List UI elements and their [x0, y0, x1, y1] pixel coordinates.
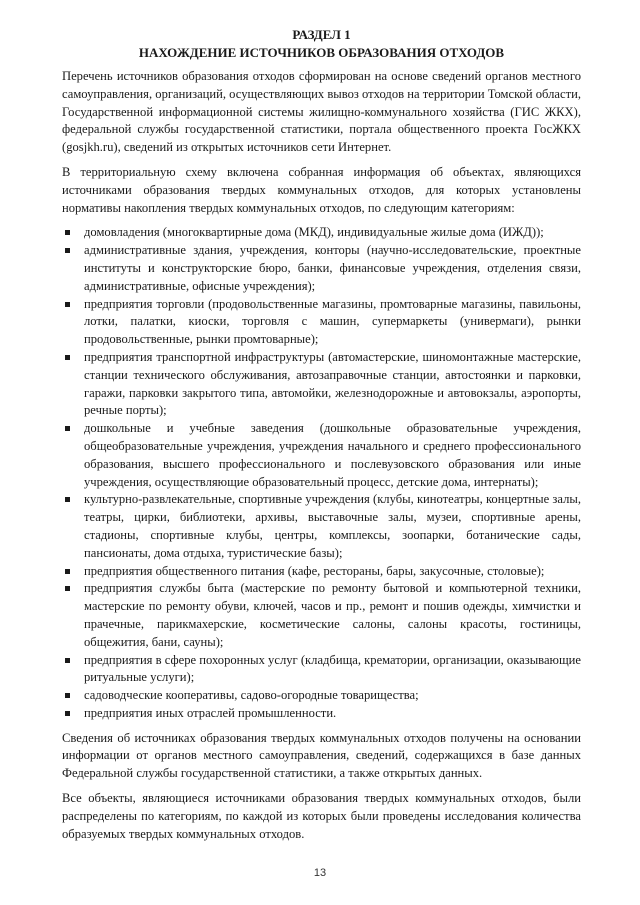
list-item [62, 224, 581, 242]
bullet-icon [65, 230, 70, 235]
bullet-icon [65, 711, 70, 716]
list-item [62, 687, 581, 705]
bullet-icon [65, 497, 70, 502]
paragraph-distribution: Все объекты, являющиеся источниками образования твердых коммунальных отходов, были распределены по категориям, по каждой из которых были проведены исследования количества образуемых твердых коммунальных отходов. [62, 791, 581, 841]
bullet-icon [65, 693, 70, 698]
bullet-icon [65, 586, 70, 591]
list-item [62, 563, 581, 581]
list-item [62, 705, 581, 723]
list-item-text: административные здания, учреждения, конторы (научно-исследовательские, проектные институты и конструкторские бюро, банки, финансовые учреждения, отделения связи, административные, офисные учреждения); [84, 243, 581, 293]
paragraph-sources-list: Перечень источников образования отходов сформирован на основе сведений органов местного самоуправления, организаций, осуществляющих вывоз отходов на территории Томской области, Государственной информационной системы жилищно-коммунального хозяйства (ГИС ЖКХ), федеральной службы государственной статистики, портала общественного проекта ГосЖКХ (gosjkh.ru), сведений из открытых источников сети Интернет. [62, 69, 581, 155]
list-item-text: предприятия в сфере похоронных услуг (кладбища, крематории, организации, оказывающие ритуальные услуги); [84, 652, 581, 685]
section-title: НАХОЖДЕНИЕ ИСТОЧНИКОВ ОБРАЗОВАНИЯ ОТХОДОВ [138, 45, 505, 60]
section-label: РАЗДЕЛ 1 [292, 27, 351, 42]
list-item-text: предприятия общественного питания (кафе, рестораны, бары, закусочные, столовые); [84, 563, 545, 578]
list-item-text: садоводческие кооперативы, садово-огородные товарищества; [84, 688, 419, 703]
list-item-text: дошкольные и учебные заведения (дошкольные образовательные учреждения, общеобразовательные учреждения, учреждения начального и среднего профессионального образования, высшего профессионального и послевузовского образования или иные учреждения, осуществляющие образовательный процесс, детские дома, интернаты); [84, 421, 581, 489]
list-item [62, 652, 581, 688]
list-item [62, 580, 581, 651]
list-item [62, 349, 581, 420]
bullet-icon [65, 302, 70, 307]
list-item-text: предприятия службы быта (мастерские по ремонту бытовой и компьютерной техники, мастерские по ремонту обуви, ключей, часов и пр., ремонт и пошив одежды, химчистки и прачечные, парикмахерские, косметические салоны, салоны красоты, гостиницы, общежития, бани, сауны); [84, 581, 581, 649]
list-item-text: культурно-развлекательные, спортивные учреждения (клубы, кинотеатры, концертные залы, театры, цирки, библиотеки, архивы, выставочные залы, музеи, спортивные арены, стадионы, спортивные клубы, центры, комплексы, зоопарки, ботанические сады, пансионаты, дома отдыха, туристические базы); [84, 492, 581, 560]
list-item [62, 491, 581, 562]
list-item-text: предприятия торговли (продовольственные магазины, промтоварные магазины, павильоны, лотки, палатки, киоски, торговля с машин, супермаркеты (универмаги), рынки продовольственные, рынки промтоварные); [84, 296, 581, 347]
list-item [62, 420, 581, 491]
bullet-icon [65, 248, 70, 253]
list-item [62, 296, 581, 349]
list-item [62, 242, 581, 295]
list-item-text: домовладения (многоквартирные дома (МКД), индивидуальные жилые дома (ИЖД)); [84, 225, 544, 240]
bullet-icon [65, 355, 70, 360]
list-item-text: предприятия транспортной инфраструктуры (автомастерские, шиномонтажные мастерские, станции технического обслуживания, автозаправочные станции, автостоянки и парковки, гаражи, парковки закрытого типа, автомойки, железнодорожные и автовокзалы, аэропорты, речные порты); [84, 349, 581, 418]
document-page [62, 26, 581, 850]
bullet-icon [65, 658, 70, 663]
paragraph-data-sources: Сведения об источниках образования твердых коммунальных отходов получены на основании информации от органов местного самоуправления, сведений, содержащихся в базе данных Федеральной службы государственной статистики, а также открытых данных. [62, 730, 581, 781]
bullet-icon [65, 569, 70, 574]
paragraph-scheme-info: В территориальную схему включена собранная информация об объектах, являющихся источниками образования твердых коммунальных отходов, для которых установлены нормативы накопления твердых коммунальных отходов, по следующим категориям: [62, 164, 581, 215]
category-list [62, 224, 581, 722]
bullet-icon [65, 426, 70, 431]
page-number: 13 [313, 867, 327, 879]
list-item-text: предприятия иных отраслей промышленности. [84, 705, 337, 720]
